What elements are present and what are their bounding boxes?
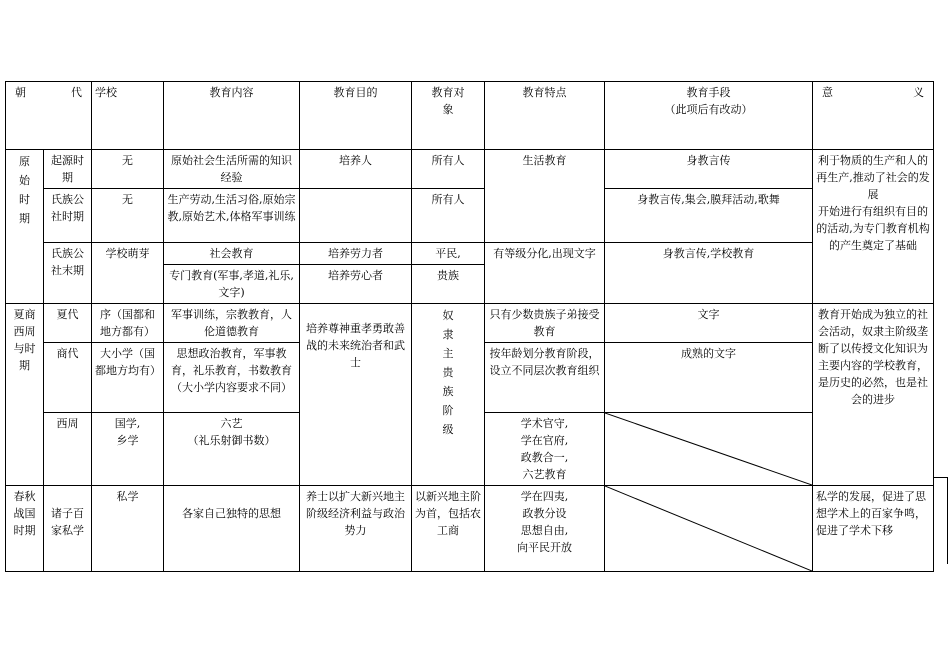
school-cell: 私学 xyxy=(92,486,164,572)
meaning-primitive: 利于物质的生产和人的再生产,推动了社会的发展 开始进行有组织有目的的活动,为专门教育机构的产生奠定了基础 xyxy=(813,150,934,304)
target-cell: 所有人 xyxy=(412,189,485,243)
content-cell: 生产劳动,生活习俗,原始宗教,原始艺术,体格军事训练 xyxy=(164,189,300,243)
header-dynasty: 朝 代 xyxy=(6,82,92,150)
header-school: 学校 xyxy=(92,82,164,150)
features-cell: 学在四夷, 政教分设 思想自由, 向平民开放 xyxy=(485,486,605,572)
header-purpose: 教育目的 xyxy=(300,82,412,150)
period-late-clan: 氏族公社末期 xyxy=(44,243,92,304)
means-cell: 文字 xyxy=(605,304,813,343)
content-cell: 六艺 （礼乐射御书数） xyxy=(164,413,300,486)
period-clan: 氏族公社时期 xyxy=(44,189,92,243)
header-features: 教育特点 xyxy=(485,82,605,150)
features-cell: 按年龄划分教育阶段，设立不同层次教育组织 xyxy=(485,343,605,413)
meaning-spring: 私学的发展，促进了思想学术上的百家争鸣，促进了学术下移 xyxy=(813,486,934,572)
features-cell: 只有少数贵族子弟接受教育 xyxy=(485,304,605,343)
period-origin: 起源时期 xyxy=(44,150,92,189)
purpose-cell: 培养劳心者 xyxy=(300,265,412,304)
header-target: 教育对 象 xyxy=(412,82,485,150)
target-cell: 平民, xyxy=(412,243,485,265)
table-edge-fragment xyxy=(933,477,948,564)
period-xia: 夏代 xyxy=(44,304,92,343)
school-cell: 大小学（国都地方均有） xyxy=(92,343,164,413)
purpose-cell: 培养人 xyxy=(300,150,412,189)
era-primitive: 原始时期 xyxy=(6,150,44,304)
school-cell: 无 xyxy=(92,150,164,189)
school-cell: 国学, 乡学 xyxy=(92,413,164,486)
target-cell: 贵族 xyxy=(412,265,485,304)
period-private: 诸子百家私学 xyxy=(44,486,92,572)
era-spring-autumn: 春秋战国时期 xyxy=(6,486,44,572)
features-cell: 生活教育 xyxy=(485,150,605,243)
target-cell: 以新兴地主阶为首，包括农工商 xyxy=(412,486,485,572)
content-cell: 社会教育 xyxy=(164,243,300,265)
header-means: 教育手段 （此项后有改动） xyxy=(605,82,813,150)
school-cell: 无 xyxy=(92,189,164,243)
features-cell: 有等级分化,出现文字 xyxy=(485,243,605,304)
meaning-xia: 教育开始成为独立的社会活动，奴隶主阶级垄断了以传授文化知识为主要内容的学校教育，是历史的必然，也是社会的进步 xyxy=(813,304,934,486)
features-cell: 学术官守, 学在官府, 政教合一, 六艺教育 xyxy=(485,413,605,486)
purpose-cell: 培养劳力者 xyxy=(300,243,412,265)
content-cell: 原始社会生活所需的知识经验 xyxy=(164,150,300,189)
purpose-cell: 养士以扩大新兴地主阶级经济利益与政治势力 xyxy=(300,486,412,572)
school-cell: 学校萌芽 xyxy=(92,243,164,304)
empty-diagonal-cell xyxy=(605,413,813,486)
period-shang: 商代 xyxy=(44,343,92,413)
header-content: 教育内容 xyxy=(164,82,300,150)
empty-diagonal-cell xyxy=(605,486,813,572)
target-cell: 所有人 xyxy=(412,150,485,189)
period-zhou: 西周 xyxy=(44,413,92,486)
content-cell: 军事训练，宗教教育，人伦道德教育 xyxy=(164,304,300,343)
content-cell: 思想政治教育，军事教育，礼乐教育，书数教育（大小学内容要求不同） xyxy=(164,343,300,413)
means-cell: 身教言传,集会,膜拜活动,歌舞 xyxy=(605,189,813,243)
era-xia-shang-zhou: 夏商西周与时期 xyxy=(6,304,44,486)
header-meaning: 意 义 xyxy=(813,82,934,150)
purpose-cell-empty xyxy=(300,189,412,243)
purpose-cell: 培养尊神重孝勇敢善战的未来统治者和武士 xyxy=(300,304,412,486)
content-cell: 专门教育(军事,孝道,礼乐,文字) xyxy=(164,265,300,304)
means-cell: 身教言传 xyxy=(605,150,813,189)
means-cell: 身教言传,学校教育 xyxy=(605,243,813,304)
school-cell: 序（国都和地方都有） xyxy=(92,304,164,343)
content-cell: 各家自己独特的思想 xyxy=(164,486,300,572)
target-cell: 奴 隶 主 贵 族 阶 级 xyxy=(412,304,485,486)
means-cell: 成熟的文字 xyxy=(605,343,813,413)
education-history-table xyxy=(5,81,934,572)
